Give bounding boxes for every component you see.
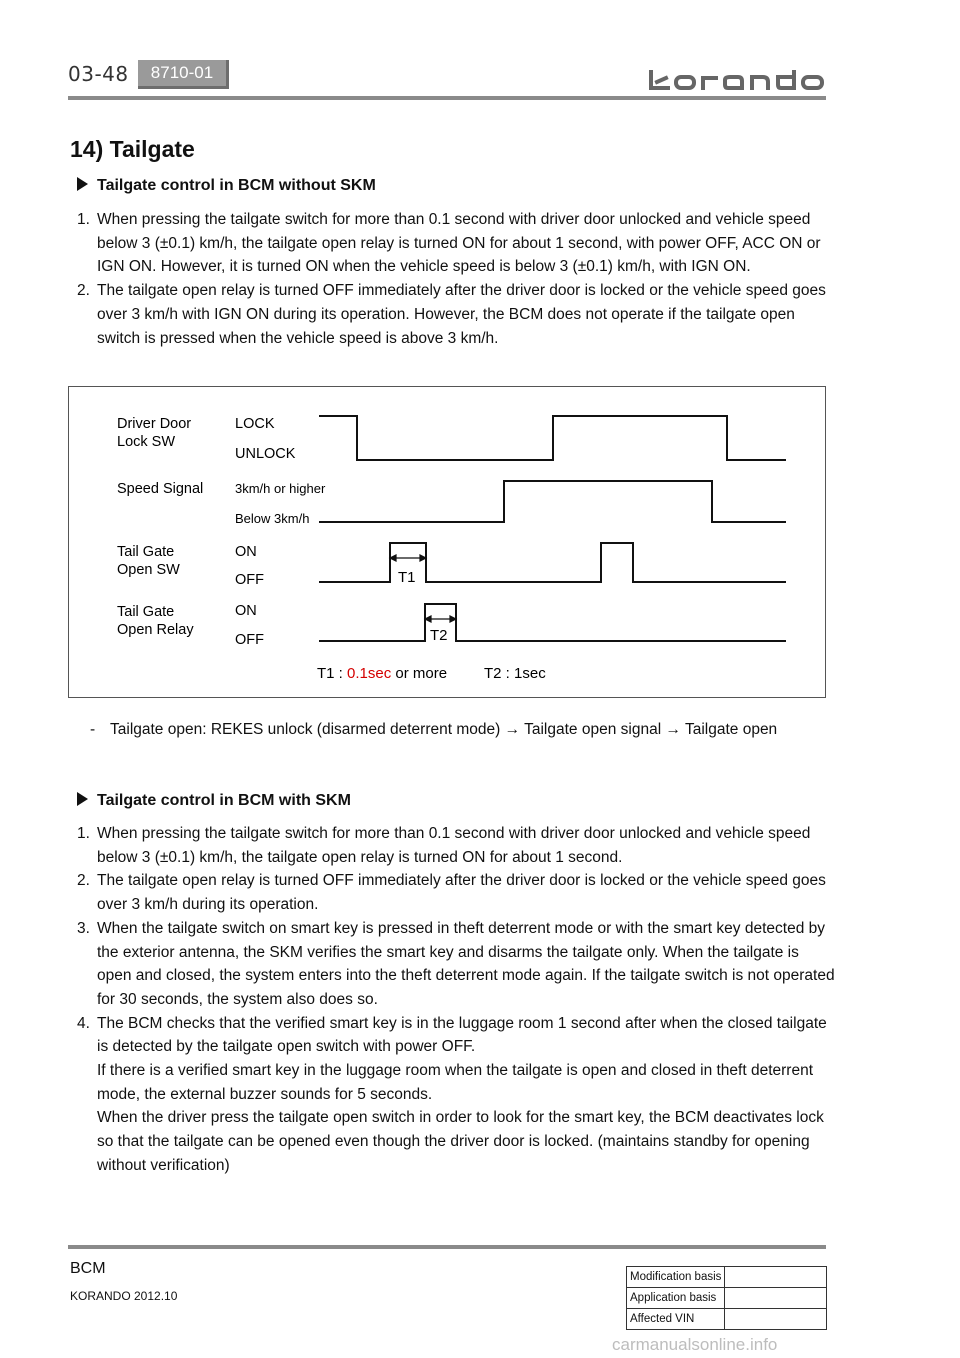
item-number: 2. xyxy=(77,872,90,890)
page-number: 03-48 xyxy=(68,62,129,86)
item-text: When the tailgate switch on smart key is pressed in theft deterrent mode or with the smart key detected by the exterior antenna, the SKM verifies the smart key and disarms the tailgate only. When the tailgate is open and closed, the system enters into the theft deterrent mode again. If the tailgate switch is not operated for 30 seconds, the system also does so. xyxy=(97,919,835,1008)
t1-label: T1 xyxy=(398,569,416,586)
note-dash: - xyxy=(90,721,96,738)
state-high-label: LOCK xyxy=(235,416,275,432)
legend-t1-suffix: or more xyxy=(391,665,448,682)
table-cell-value xyxy=(725,1267,827,1288)
table-cell-label: Application basis xyxy=(627,1288,725,1309)
list-item xyxy=(77,822,837,869)
state-high-label: ON xyxy=(235,544,257,560)
item-text-continued: If there is a verified smart key in the luggage room when the tailgate is open and closed in theft deterrent mode, the external buzzer sounds for 5 seconds. xyxy=(97,1062,813,1103)
signal-name-line1: Driver Door xyxy=(117,416,192,432)
signal-name-line1: Tail Gate xyxy=(117,544,175,560)
table-cell-value xyxy=(725,1288,827,1309)
header-rule xyxy=(68,96,826,100)
item-text-continued: When the driver press the tailgate open switch in order to look for the smart key, the BCM deactivates lock so that the tailgate can be opened even though the driver door is locked. (maintains standby for opening without verification) xyxy=(97,1109,824,1174)
subheading-without-skm xyxy=(77,177,376,195)
list-item xyxy=(77,869,837,916)
table-row xyxy=(627,1309,827,1330)
signal-name-line2: Open Relay xyxy=(117,622,194,638)
item-text: When pressing the tailgate switch for more than 0.1 second with driver door unlocked and vehicle speed below 3 (±0.1) km/h, the tailgate open relay is turned ON for about 1 second, with power OFF, ACC ON or IGN ON. However, it is turned ON when the vehicle speed is below 3 (±0.1) km/h, with IGN ON. xyxy=(97,211,821,276)
tailgate-switch-waveform xyxy=(319,543,786,582)
item-number: 3. xyxy=(77,919,90,937)
brand-logo xyxy=(648,70,826,97)
list-without-skm xyxy=(77,208,837,350)
list-item xyxy=(77,1012,837,1178)
table-cell-label: Affected VIN xyxy=(627,1309,725,1330)
timing-diagram-svg xyxy=(69,387,825,697)
item-text: The tailgate open relay is turned OFF immediately after the driver door is locked or the vehicle speed goes over 3 km/h with IGN ON during its operation. However, the BCM does not operate if the tailgate open switch is pressed when the vehicle speed is above 3 km/h. xyxy=(97,282,826,347)
note xyxy=(90,718,830,742)
signal-name-line2: Lock SW xyxy=(117,434,176,450)
signal-name-line2: Open SW xyxy=(117,562,180,578)
footer-rule xyxy=(68,1245,826,1249)
list-item xyxy=(77,208,837,279)
state-high-label: 3km/h or higher xyxy=(235,481,326,496)
state-low-label: OFF xyxy=(235,572,264,588)
brand-logo-graphic xyxy=(648,70,826,92)
t2-label: T2 xyxy=(430,627,448,644)
table-cell-label: Modification basis xyxy=(627,1267,725,1288)
state-low-label: Below 3km/h xyxy=(235,511,310,526)
speed-signal-waveform xyxy=(319,481,786,522)
item-number: 1. xyxy=(77,211,90,228)
tailgate-relay-waveform xyxy=(319,604,786,641)
item-text: The tailgate open relay is turned OFF immediately after the driver door is locked or the vehicle speed goes over 3 km/h during its operation. xyxy=(97,872,826,914)
watermark: carmanualsonline.info xyxy=(612,1335,778,1354)
section-title: 14) Tailgate xyxy=(70,136,195,162)
timing-diagram xyxy=(68,386,826,698)
list-with-skm xyxy=(77,822,837,1178)
footer-model: KORANDO 2012.10 xyxy=(70,1289,178,1303)
list-item xyxy=(77,279,837,350)
timing-legend xyxy=(317,665,447,682)
legend-t1-value: 0.1sec xyxy=(347,665,392,682)
legend-t2: T2 : 1sec xyxy=(484,665,546,682)
subheading-with-skm xyxy=(77,792,351,810)
state-low-label: UNLOCK xyxy=(235,446,296,462)
note-text: Tailgate open: REKES unlock (disarmed deterrent mode) → Tailgate open signal → Tailgate open xyxy=(110,721,778,738)
door-lock-waveform xyxy=(319,416,786,460)
footer-module: BCM xyxy=(70,1260,106,1277)
subheading-text: Tailgate control in BCM with SKM xyxy=(97,792,351,809)
item-text: When pressing the tailgate switch for more than 0.1 second with driver door unlocked and vehicle speed below 3 (±0.1) km/h, the tailgate open relay is turned ON for about 1 second. xyxy=(97,825,811,866)
state-high-label: ON xyxy=(235,603,257,619)
table-row xyxy=(627,1288,827,1309)
subheading-text: Tailgate control in BCM without SKM xyxy=(97,177,376,194)
item-number: 1. xyxy=(77,825,90,842)
item-text: The BCM checks that the verified smart key is in the luggage room 1 second after when the closed tailgate is detected by the tailgate open switch with power OFF. xyxy=(97,1014,827,1056)
table-cell-value xyxy=(725,1309,827,1330)
list-item xyxy=(77,917,837,1012)
triangle-bullet-icon xyxy=(77,792,88,806)
legend-t1-prefix: T1 : xyxy=(317,665,348,682)
signal-name-line1: Tail Gate xyxy=(117,604,175,620)
item-number: 2. xyxy=(77,282,90,300)
triangle-bullet-icon xyxy=(77,177,88,191)
state-low-label: OFF xyxy=(235,632,264,648)
table-row xyxy=(627,1267,827,1288)
revision-table xyxy=(626,1266,827,1330)
section-code-badge: 8710-01 xyxy=(138,60,229,89)
signal-name-line1: Speed Signal xyxy=(117,481,204,497)
item-number: 4. xyxy=(77,1014,90,1032)
